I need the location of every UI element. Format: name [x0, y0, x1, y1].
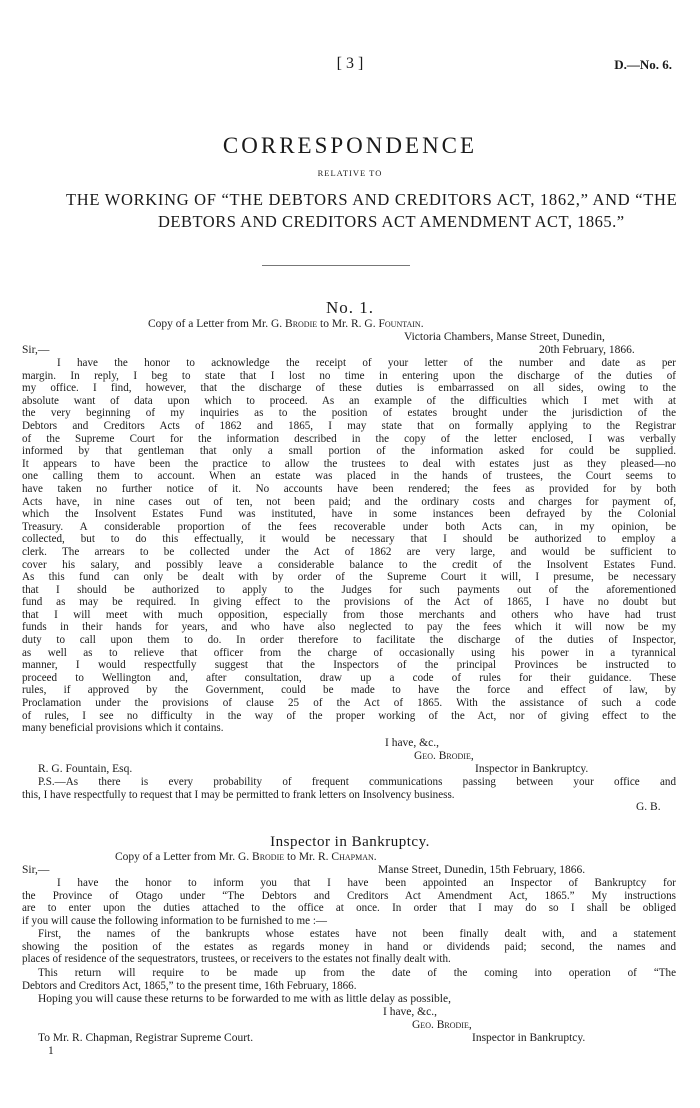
text-line: duty to call upon them to do. In order therefore to facilitate the discharge of the duties of Inspector,	[22, 634, 676, 647]
text-line: of the Supreme Court for the information described in the copy of the letter enclosed, I was verbally	[22, 432, 676, 445]
text-line: I have the honor to acknowledge the receipt of your letter of the number and date as per	[57, 357, 676, 369]
text-line: Treasury. A considerable proportion of the fees recoverable under both Acts can, in my opinion, be	[22, 520, 676, 533]
text-line: clerk. The arrears to be collected under the Act of 1862 are very large, and would be sufficient to	[22, 545, 676, 558]
text-line: if you will cause the following information to be furnished to me :—	[22, 914, 328, 927]
subject-line-2: DEBTORS AND CREDITORS ACT AMENDMENT ACT, 1865.”	[158, 212, 625, 231]
letter-date: 20th February, 1866.	[539, 344, 635, 356]
text-line: Proclamation under the provisions of clause 25 of the Act of 1865. With the assistance of such a code	[22, 697, 676, 710]
enclosure-title: Inspector in Bankruptcy.	[270, 834, 430, 850]
text-line: rules, if approved by the Government, could be made to have the force and effect of law, by	[22, 684, 676, 697]
postscript	[22, 776, 676, 801]
text-line: the very beginning of my inquiries as to the position of estates brought under the jurisdiction of the	[22, 407, 676, 420]
letter-number: No. 1.	[325, 298, 375, 317]
letter-addressee: R. G. Fountain, Esq.	[38, 763, 133, 775]
text-line: First, the names of the bankrupts whose estates have not been finally dealt with, and a statement	[38, 928, 676, 940]
text-line: fund as may be required. In giving effect to the provisions of the Act of 1865, I have no doubt but	[22, 596, 676, 609]
letter-closing: I have, &c.,	[385, 737, 439, 749]
text-line: one calling them to account. When an estate was placed in the hands of trustees, the Court seems to	[22, 470, 676, 483]
enclosure-body	[22, 877, 676, 927]
text-line: informed by that gentleman that only a small portion of the information asked for could be supplied.	[22, 445, 676, 458]
enclosure-paragraph-4: Hoping you will cause these returns to be forwarded to me with as little delay as possible,	[38, 993, 451, 1005]
text-line: funds in their hands for years, and who have also neglected to pay the fees which it will now be my	[22, 621, 676, 634]
text-line: have taken no further notice of it. No accounts have been rendered; the fees as provided for by both	[22, 482, 676, 495]
text-line: I have the honor to inform you that I have been appointed an Inspector of Bankruptcy for	[57, 877, 676, 889]
letter-signature: Geo. Brodie,	[414, 750, 474, 762]
text-line: the Province of Otago under “The Debtors and Creditors Act Amendment Act, 1865.” My instructions	[22, 889, 676, 902]
text-line: of rules, I see no difficulty in the way of the proper working of the Act, nor of giving effect to the	[22, 709, 676, 722]
letter-salutation: Sir,—	[22, 344, 50, 356]
text-line: my office. I find, however, that the discharge of these duties is embarrassed on all sides, owing to the	[22, 382, 676, 395]
text-line: this, I have respectfully to request that I may be permitted to frank letters on Insolvency business.	[22, 788, 455, 801]
text-line: manner, I would respectfully suggest that the Inspectors of the principal Provinces be instructed to	[22, 659, 676, 672]
text-line: cover his salary, and possibly leave a considerable balance to the credit of the Insolvent Estates Fund.	[22, 558, 676, 571]
section-divider	[262, 265, 410, 266]
text-line: Debtors and Creditors Act, 1865,” to the present time, 16th February, 1866.	[22, 979, 357, 992]
text-line: collected, but to do this effectually, it would be necessary that I should be authorized to employ a	[22, 533, 676, 546]
text-line: This return will require to be made up from the date of the coming into operation of “The	[38, 967, 676, 979]
document-title: CORRESPONDENCE	[222, 133, 478, 158]
enclosure-paragraph-2	[22, 928, 676, 966]
postscript-initials: G. B.	[636, 801, 661, 813]
text-line: many beneficial provisions which it contains.	[22, 722, 224, 735]
enclosure-signatory-title: Inspector in Bankruptcy.	[472, 1032, 586, 1044]
title-relative-to: RELATIVE TO	[317, 168, 383, 178]
text-line: It appears to have been the practice to allow the trustees to deal with estates just as they pleased—no	[22, 457, 676, 470]
enclosure-signature: Geo. Brodie,	[412, 1019, 472, 1031]
text-line: margin. In reply, I beg to state that I lost no time in entering upon the discharge of the duties of	[22, 369, 676, 382]
text-line: Debtors and Creditors Acts of 1862 and 1865, I may state that on formally applying to the Registrar	[22, 419, 676, 432]
text-line: absolute want of data upon which to proceed. As an example of the difficulties which I met with at	[22, 394, 676, 407]
text-line: which the Insolvent Estates Fund was instituted, have in some instances been defrayed by the Colonial	[22, 508, 676, 521]
text-line: P.S.—As there is every probability of frequent communications passing between your office and	[38, 776, 676, 788]
enclosure-address-date: Manse Street, Dunedin, 15th February, 1866.	[378, 864, 586, 876]
text-line: As this fund can only be dealt with by order of the Supreme Court it will, I presume, be necessary	[22, 571, 676, 584]
letter-body	[22, 357, 676, 735]
letter-signatory-title: Inspector in Bankruptcy.	[475, 763, 589, 775]
text-line: proceed to Wellington and, after consultation, draw up a code of rules for their guidance. These	[22, 671, 676, 684]
letter-heading: Copy of a Letter from Mr. G. Brodie to Mr. R. G. Fountain.	[148, 318, 424, 330]
text-line: as well as to relieve that officer from the charge of occasionally using his power in a tyrannical	[22, 646, 676, 659]
enclosure-closing: I have, &c.,	[383, 1006, 437, 1018]
enclosure-heading: Copy of a Letter from Mr. G. Brodie to Mr. R. Chapman.	[115, 851, 377, 863]
footer-number: 1	[48, 1045, 54, 1057]
enclosure-salutation: Sir,—	[22, 864, 50, 876]
text-line: Acts have, in nine cases out of ten, not been paid; and the ordinary costs and charges for payment of,	[22, 495, 676, 508]
enclosure-addressee: To Mr. R. Chapman, Registrar Supreme Court.	[38, 1032, 254, 1044]
text-line: places of residence of the sequestrators, trustees, or receivers to the estates not finally dealt with.	[22, 953, 451, 966]
letter-address: Victoria Chambers, Manse Street, Dunedin,	[404, 331, 605, 343]
page-number: [ 3 ]	[336, 55, 364, 72]
text-line: that I should be authorized to apply to the Judges for such payments out of the aforementioned	[22, 583, 676, 596]
document-reference: D.—No. 6.	[614, 57, 672, 72]
text-line: are to enter upon the duties attached to the office at once. In order that I may do so I shall be obliged	[22, 902, 676, 915]
subject-line-1: THE WORKING OF “THE DEBTORS AND CREDITORS ACT, 1862,” AND “THE	[66, 190, 678, 209]
enclosure-paragraph-3	[22, 967, 676, 992]
text-line: that I will meet with much opposition, especially from those merchants and others who have had trust	[22, 608, 676, 621]
text-line: showing the position of the estates as regards money in hand or dividends paid; second, the names and	[22, 940, 676, 953]
